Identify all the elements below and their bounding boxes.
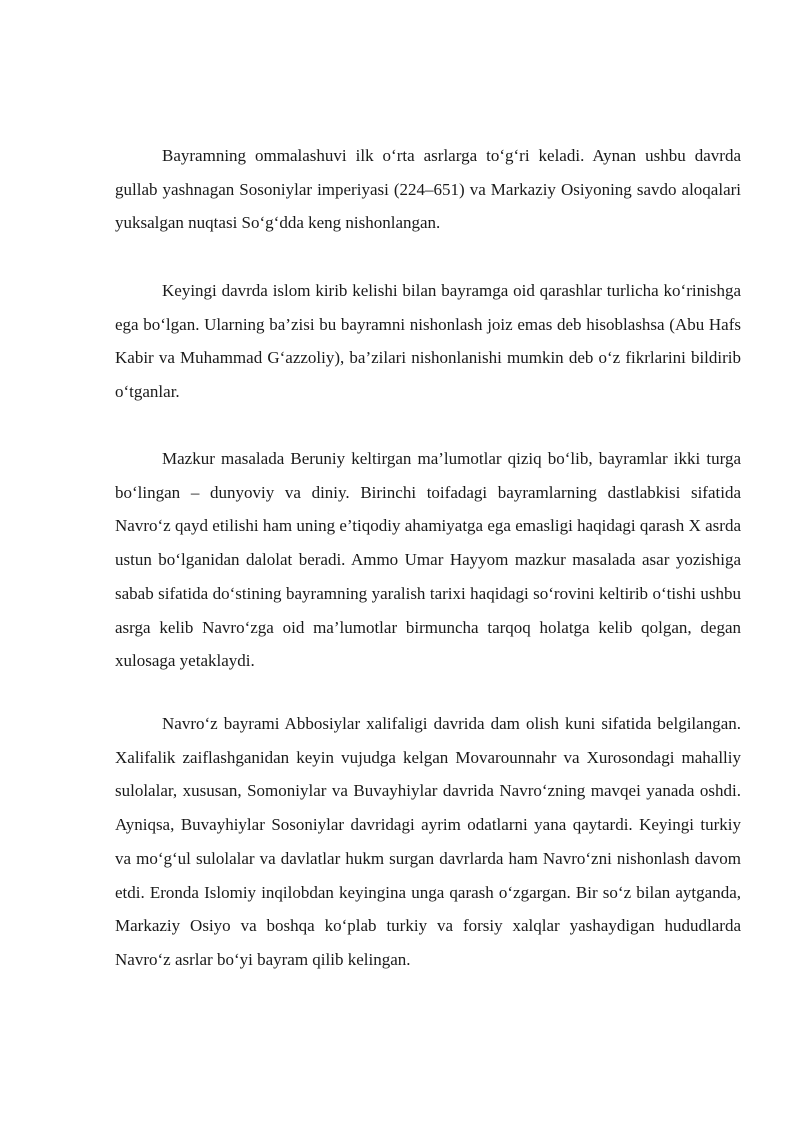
paragraph-3: Mazkur masalada Beruniy keltirgan ma’lumotlar qiziq bo‘lib, bayramlar ikki turga bo‘lingan – dunyoviy va diniy. Birinchi toifadagi bayramlarning dastlabkisi sifatida Navro‘z qayd etilishi ham uning e’tiqodiy ahamiyatga ega emasligi haqidagi qarash X asrda ustun bo‘lganidan dalolat beradi. Ammo Umar Hayyom mazkur masalada asar yozishiga sabab sifatida do‘stining bayramning yaralish tarixi haqidagi so‘rovini keltirib o‘tishi ushbu asrga kelib Navro‘zga oid ma’lumotlar birmuncha tarqoq holatga kelib qolgan, degan xulosaga yetaklaydi.	[115, 449, 741, 671]
paragraph-1: Bayramning ommalashuvi ilk o‘rta asrlarga to‘g‘ri keladi. Aynan ushbu davrda gullab yashnagan Sosoniylar imperiyasi (224–651) va Markaziy Osiyoning savdo aloqalari yuksalgan nuqtasi So‘g‘dda keng nishonlangan.	[115, 146, 741, 233]
paragraph-2: Keyingi davrda islom kirib kelishi bilan bayramga oid qarashlar turlicha ko‘rinishga ega bo‘lgan. Ularning ba’zisi bu bayramni nishonlash joiz emas deb hisoblashsa (Abu Hafs Kabir va Muhammad G‘azzoliy), ba’zilari nishonlanishi mumkin deb o‘z fikrlarini bildirib o‘tganlar.	[115, 281, 741, 402]
paragraph-4: Navro‘z bayrami Abbosiylar xalifaligi davrida dam olish kuni sifatida belgilangan. Xalifalik zaiflashganidan keyin vujudga kelgan Movarounnahr va Xurosondagi mahalliy sulolalar, xususan, Somoniylar va Buvayhiylar davrida Navro‘zning mavqei yanada oshdi. Ayniqsa, Buvayhiylar Sosoniylar davridagi ayrim odatlarni yana qaytardi. Keyingi turkiy va mo‘g‘ul sulolalar va davlatlar hukm surgan davrlarda ham Navro‘zni nishonlash davom etdi. Eronda Islomiy inqilobdan keyingina unga qarash o‘zgargan. Bir so‘z bilan aytganda, Markaziy Osiyo va boshqa ko‘plab turkiy va forsiy xalqlar yashaydigan hududlarda Navro‘z asrlar bo‘yi bayram qilib kelingan.	[115, 714, 741, 969]
